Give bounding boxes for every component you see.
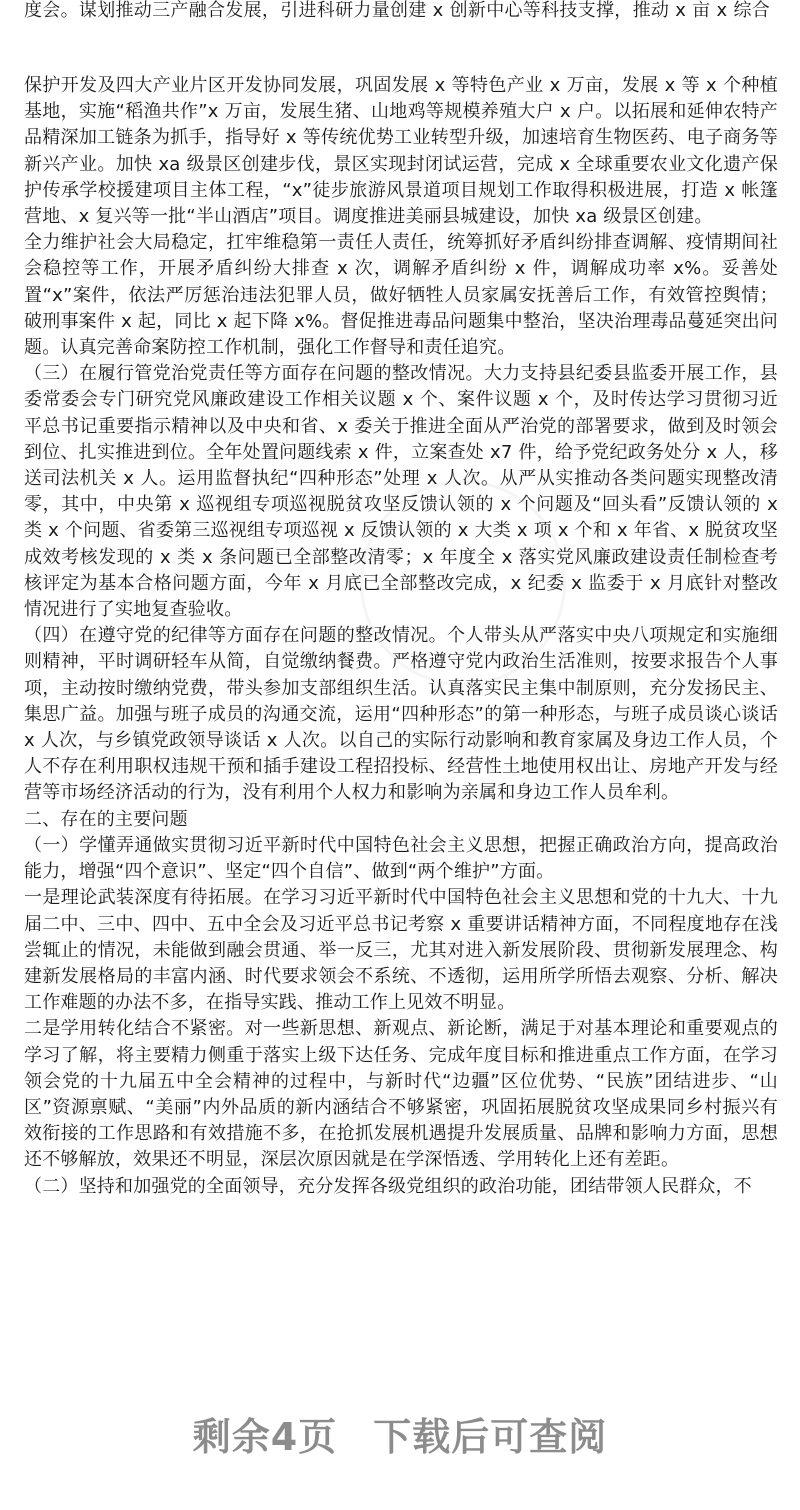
remaining-pages-label: 剩余4页	[192, 1414, 338, 1459]
download-prompt[interactable]	[0, 1398, 800, 1468]
paragraph-subsection-two-heading: （二）坚持和加强党的全面领导，充分发挥各级党组织的政治功能，团结带领人民群众，不	[24, 1175, 752, 1197]
paragraph-social-stability: 全力维护社会大局稳定，扛牢维稳第一责任人责任，统筹抓好矛盾纠纷排查调解、疫情期间社会稳控等工作，开展矛盾纠纷大排查 x 次，调解矛盾纠纷 x 件，调解成功率 x%。妥善处置“x”案件，依法严厉惩治违法犯罪人员，做好牺牲人员家属安抚善后工作，有效管控舆情；破刑事案件 x 起，同比 x 起下降 x%。督促推进毒品问题集中整治，坚决治理毒品蔓延突出问题。认真完善命案防控工作机制，强化工作督导和责任追究。	[24, 232, 778, 359]
download-hint-label: 下载后可查阅	[373, 1414, 608, 1459]
paragraph-subsection-one-heading: （一）学懂弄通做实贯彻习近平新时代中国特色社会主义思想，把握正确政治方向，提高政治能力，增强“四个意识”、坚定“四个自信”、做到“两个维护”方面。	[24, 834, 778, 883]
paragraph-industry-development: 保护开发及四大产业片区开发协同发展，巩固发展 x 等特色产业 x 万亩，发展 x 等 x 个种植基地，实施“稻渔共作”x 万亩，发展生猪、山地鸡等规模养殖大户 x 户。以拓展和延伸农特产品精深加工链条为抓手，指导好 x 等传统优势工业转型升级，加速培育生物医药、电子商务等新兴产业。加快 xa 级景区创建步伐，景区实现封闭试运营，完成 x 全球重要农业文化遗产保护传承学校援建项目主体工程，“x”徒步旅游风景道项目规划工作取得积极进展，打造 x 帐篷营地、x 复兴等一批“半山酒店”项目。调度推进美丽县城建设，加快 xa 级景区创建。	[24, 75, 778, 228]
paragraph-section-three: （三）在履行管党治党责任等方面存在问题的整改情况。大力支持县纪委县监委开展工作，县委常委会专门研究党风廉政建设工作相关议题 x 个、案件议题 x 个，及时传达学习贯彻习近平总书记重要指示精神以及中央和省、x 委关于推进全面从严治党的部署要求，做到及时领会到位、扎实推进到位。全年处置问题线索 x 件，立案查处 x7 件，给予党纪政务处分 x 人，移送司法机关 x 人。运用监督执纪“四种形态”处理 x 人次。从严从实推动各类问题实现整改清零，其中，中央第 x 巡视组专项巡视脱贫攻坚反馈认领的 x 个问题及“回头看”反馈认领的 x 类 x 个问题、省委第三巡视组专项巡视 x 反馈认领的 x 大类 x 项 x 个和 x 年省、x 脱贫攻坚成效考核发现的 x 类 x 条问题已全部整改清零；x 年度全 x 落实党风廉政建设责任制检查考核评定为基本合格问题方面，今年 x 月底已全部整改完成，x 纪委 x 监委于 x 月底针对整改情况进行了实地复查验收。	[24, 363, 778, 621]
paragraph-section-four: （四）在遵守党的纪律等方面存在问题的整改情况。个人带头从严落实中央八项规定和实施细则精神，平时调研轻车从简，自觉缴纳餐费。严格遵守党内政治生活准则，按要求报告个人事项，主动按时缴纳党费，带头参加支部组织生活。认真落实民主集中制原则，充分发扬民主、集思广益。加强与班子成员的沟通交流，运用“四种形态”的第一种形态，与班子成员谈心谈话 x 人次，与乡镇党政领导谈话 x 人次。以自己的实际行动影响和教育家属及身边工作人员，个人不存在利用职权违规干预和插手建设工程招投标、经营性土地使用权出让、房地产开发与经营等市场经济活动的行为，没有利用个人权力和影响为亲属和身边工作人员牟利。	[24, 625, 778, 804]
paragraph-theory-study: 一是理论武装深度有待拓展。在学习习近平新时代中国特色社会主义思想和党的十九大、十九届二中、三中、四中、五中全会及习近平总书记考察 x 重要讲话精神方面，不同程度地存在浅尝辄止的情况，未能做到融会贯通、举一反三，尤其对进入新发展阶段、贯彻新发展理念、构建新发展格局的丰富内涵、时代要求领会不系统、不透彻，运用所学所悟去观察、分析、解决工作难题的办法不多，在指导实践、推动工作上见效不明显。	[24, 887, 778, 1014]
paragraph-learning-application: 二是学用转化结合不紧密。对一些新思想、新观点、新论断，满足于对基本理论和重要观点的学习了解，将主要精力侧重于落实上级下达任务、完成年度目标和推进重点工作方面，在学习领会党的十九届五中全会精神的过程中，与新时代“边疆”区位优势、“民族”团结进步、“山区”资源禀赋、“美丽”内外品质的新内涵结合不够紧密，巩固拓展脱贫攻坚成果同乡村振兴有效衔接的工作思路和有效措施不多，在抢抓发展机遇提升发展质量、品牌和影响力方面，思想还不够解放，效果还不明显，深层次原因就是在学深悟透、学用转化上还有差距。	[24, 1018, 778, 1171]
heading-main-problems: 二、存在的主要问题	[24, 808, 188, 830]
cut-off-top-line: 度会。谋划推动三产融合发展，引进科研力量创建 x 创新中心等科技支撑，推动 x 亩 x 综合	[24, 0, 771, 21]
document-body	[24, 73, 778, 1200]
